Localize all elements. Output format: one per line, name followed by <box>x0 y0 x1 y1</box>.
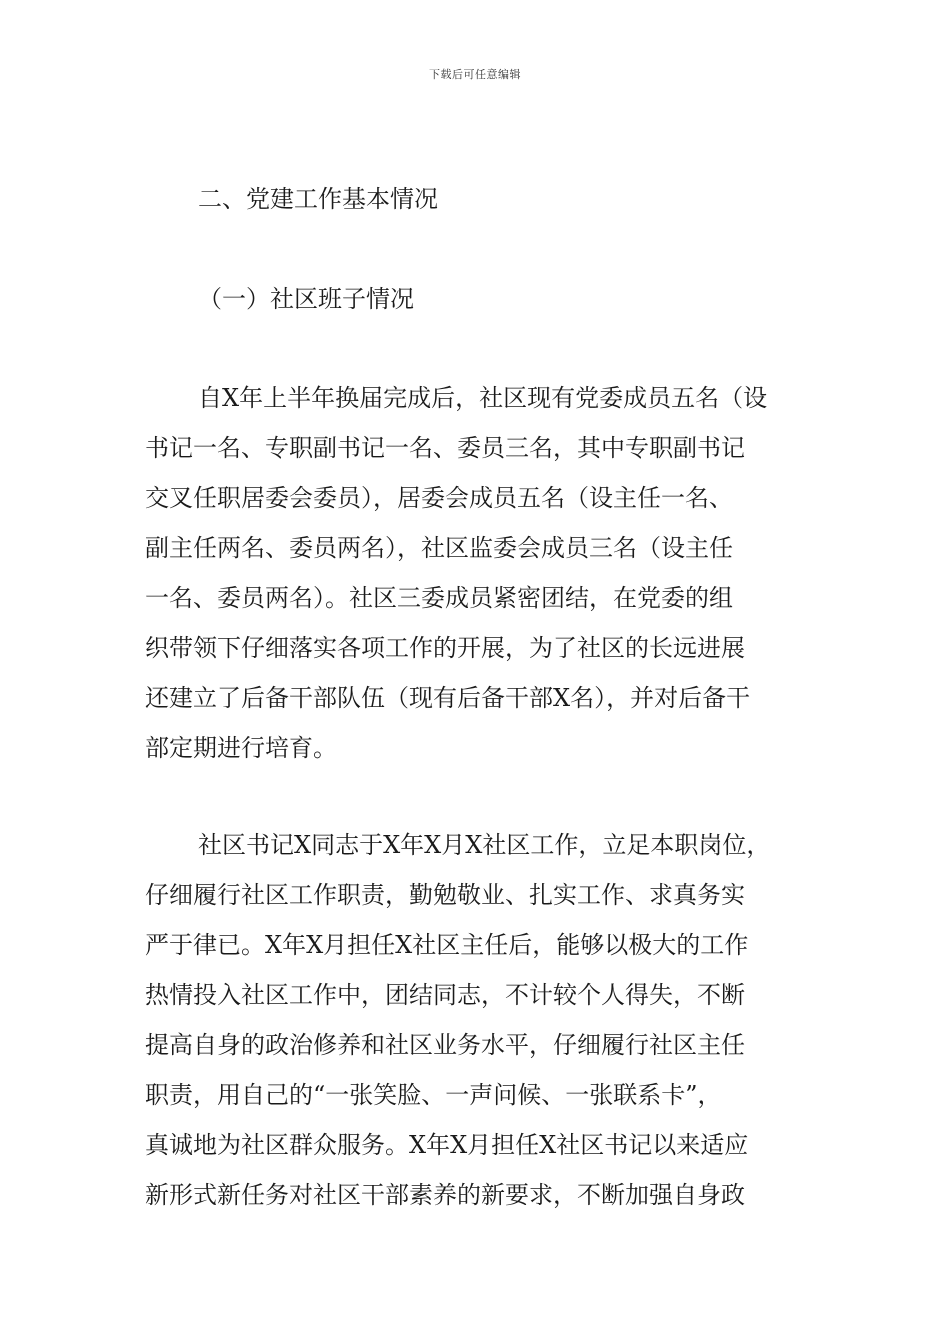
paragraph-line: 还建立了后备干部队伍（现有后备干部X名），并对后备干 <box>145 684 751 712</box>
paragraph-line: 一名、委员两名）。社区三委成员紧密团结，在党委的组 <box>145 584 733 612</box>
paragraph-line: 社区书记X同志于X年X月X社区工作，立足本职岗位， <box>198 831 771 859</box>
paragraph-line: 织带领下仔细落实各项工作的开展，为了社区的长远进展 <box>145 634 745 662</box>
paragraph-line: 新形式新任务对社区干部素养的新要求，不断加强自身政 <box>145 1181 745 1209</box>
paragraph-line: 自X年上半年换届完成后，社区现有党委成员五名（设 <box>198 384 768 412</box>
paragraph-line: 交叉任职居委会委员），居委会成员五名（设主任一名、 <box>145 484 733 512</box>
paragraph-line: 部定期进行培育。 <box>145 734 337 762</box>
paragraph-line: 副主任两名、委员两名），社区监委会成员三名（设主任 <box>145 534 733 562</box>
page-header: 下载后可任意编辑 <box>429 68 521 81</box>
subsection-heading: （一）社区班子情况 <box>198 285 414 313</box>
section-heading: 二、党建工作基本情况 <box>198 185 438 213</box>
paragraph-line: 热情投入社区工作中，团结同志，不计较个人得失，不断 <box>145 981 745 1009</box>
paragraph-line: 仔细履行社区工作职责，勤勉敬业、扎实工作、求真务实 <box>145 881 745 909</box>
paragraph-team-composition <box>145 383 810 783</box>
paragraph-line: 职责，用自己的“一张笑脸、一声问候、一张联系卡”， <box>145 1081 722 1109</box>
paragraph-line: 提高自身的政治修养和社区业务水平，仔细履行社区主任 <box>145 1031 745 1059</box>
paragraph-secretary-profile <box>145 830 810 1230</box>
paragraph-line: 严于律已。X年X月担任X社区主任后，能够以极大的工作 <box>145 931 749 959</box>
paragraph-line: 真诚地为社区群众服务。X年X月担任X社区书记以来适应 <box>145 1131 749 1159</box>
paragraph-line: 书记一名、专职副书记一名、委员三名，其中专职副书记 <box>145 434 745 462</box>
